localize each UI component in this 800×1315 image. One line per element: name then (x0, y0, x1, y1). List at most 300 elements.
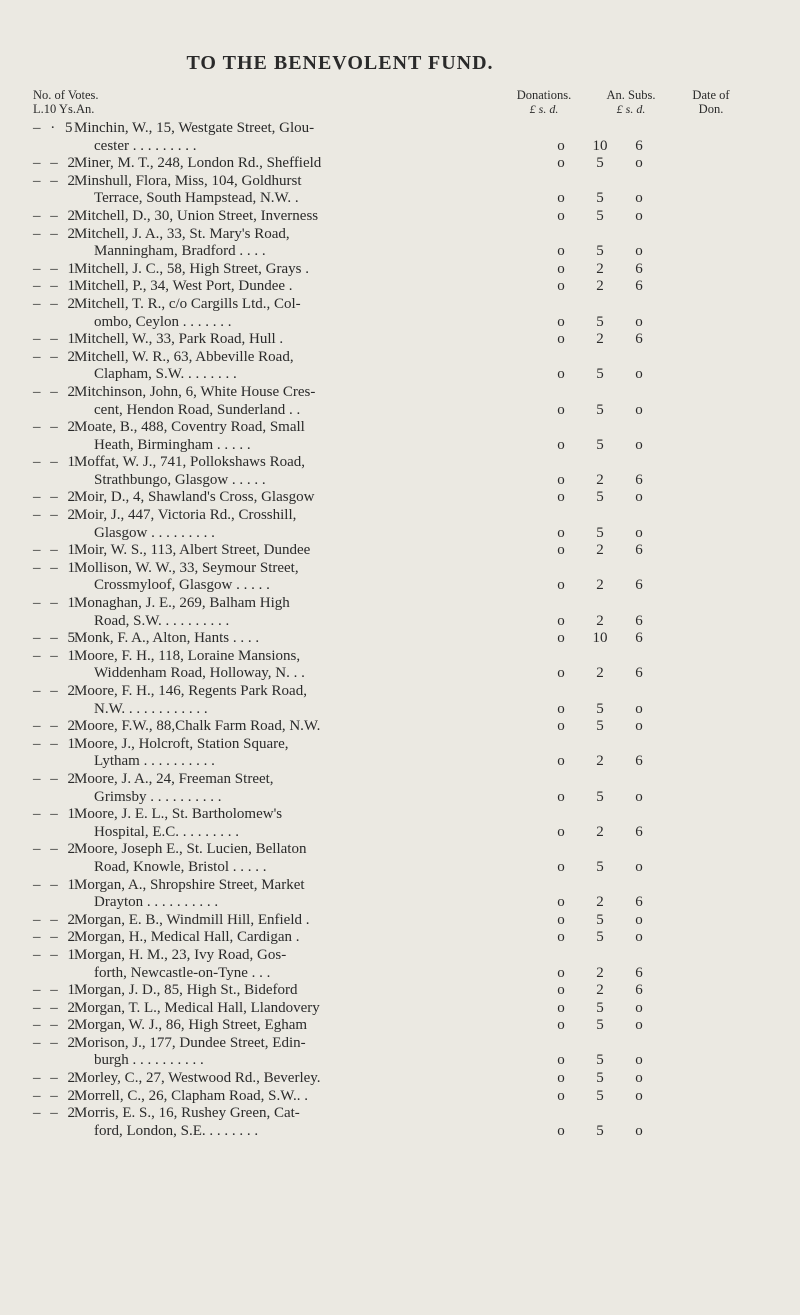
subscriber-entry (0, 1000, 800, 1018)
subscription-pence: 6 (635, 982, 643, 999)
subscriber-name-address: Monaghan, J. E., 269, Balham High (74, 595, 290, 612)
subscription-pence: o (635, 858, 643, 875)
annual-subscription-amount (550, 1123, 650, 1141)
subscriber-entry (0, 1105, 800, 1140)
subscription-pounds: o (557, 753, 565, 770)
entry-line (0, 155, 800, 173)
subscription-pence: o (635, 366, 643, 383)
entry-line (0, 489, 800, 507)
subscription-shillings: 2 (596, 753, 604, 770)
subscription-pounds: o (557, 788, 565, 805)
entry-line (0, 472, 800, 490)
votes-count: – – 2 (33, 841, 78, 858)
subscription-shillings: 5 (596, 700, 604, 717)
subscription-pence: o (635, 401, 643, 418)
subscriber-name-address: Mitchell, P., 34, West Port, Dundee . (74, 278, 293, 295)
subscription-pounds: o (557, 858, 565, 875)
entry-line (0, 1035, 800, 1053)
subscription-shillings: 2 (596, 982, 604, 999)
subscription-pounds: o (557, 331, 565, 348)
votes-count: – – 2 (33, 1087, 78, 1104)
entry-line (0, 173, 800, 191)
annual-subscription-amount (550, 718, 650, 736)
subscription-pounds: o (557, 542, 565, 559)
subscription-pence: o (635, 929, 643, 946)
votes-count: – – 1 (33, 559, 78, 576)
subscriber-name-address: Moore, J. A., 24, Freeman Street, (74, 770, 274, 787)
annual-subscription-amount (550, 138, 650, 156)
votes-count: – – 1 (33, 595, 78, 612)
subscription-pence: 6 (635, 630, 643, 647)
subscription-pence: o (635, 155, 643, 172)
subscription-pence: o (635, 489, 643, 506)
subscriber-entry (0, 1070, 800, 1088)
subscription-shillings: 5 (596, 858, 604, 875)
subscription-shillings: 2 (596, 260, 604, 277)
votes-count: – – 1 (33, 542, 78, 559)
subscription-shillings: 2 (596, 331, 604, 348)
votes-count: – – 1 (33, 982, 78, 999)
votes-count: – – 5 (33, 630, 78, 647)
subscriber-address-continued: Manningham, Bradford . . . . (94, 243, 266, 260)
subscriber-entry (0, 929, 800, 947)
subscriber-entry (0, 349, 800, 384)
entry-line (0, 595, 800, 613)
subscription-pounds: o (557, 894, 565, 911)
annual-subscription-amount (550, 190, 650, 208)
subscription-pence: o (635, 313, 643, 330)
subscriber-name-address: Moir, W. S., 113, Albert Street, Dundee (74, 542, 311, 559)
subscriber-entry (0, 877, 800, 912)
subscriber-entry (0, 296, 800, 331)
annual-subscription-amount (550, 1017, 650, 1035)
donations-column-header (499, 88, 589, 116)
votes-count: – – 2 (33, 1034, 78, 1051)
subscriber-address-continued: Lytham . . . . . . . . . . (94, 753, 215, 770)
annual-subscription-amount (550, 542, 650, 560)
entry-line (0, 789, 800, 807)
votes-count: – – 1 (33, 260, 78, 277)
subscription-shillings: 2 (596, 665, 604, 682)
subscriber-entry (0, 226, 800, 261)
subscription-pounds: o (557, 313, 565, 330)
votes-count: – – 2 (33, 207, 78, 224)
entry-line (0, 753, 800, 771)
subscriber-address-continued: Grimsby . . . . . . . . . . (94, 788, 222, 805)
subscriber-address-continued: Terrace, South Hampstead, N.W. . (94, 190, 299, 207)
subscriber-address-continued: Strathbungo, Glasgow . . . . . (94, 471, 266, 488)
subscription-shillings: 5 (596, 524, 604, 541)
subscriber-entry (0, 560, 800, 595)
subscriber-name-address: Mitchell, T. R., c/o Cargills Ltd., Col- (74, 295, 301, 312)
subscriber-address-continued: Road, S.W. . . . . . . . . . (94, 612, 230, 629)
subscriber-name-address: Moore, F. H., 146, Regents Park Road, (74, 683, 307, 699)
subscription-shillings: 5 (596, 243, 604, 260)
subscription-pounds: o (557, 190, 565, 207)
annual-subscription-amount (550, 824, 650, 842)
annual-subscription-amount (550, 613, 650, 631)
subscription-pence: o (635, 1122, 643, 1139)
subscription-pounds: o (557, 524, 565, 541)
subscription-shillings: 5 (596, 207, 604, 224)
subscriber-entry (0, 595, 800, 630)
votes-header-line1: No. of Votes. (33, 88, 99, 102)
votes-count: – – 1 (33, 647, 78, 664)
subscriber-name-address: Morison, J., 177, Dundee Street, Edin- (74, 1034, 306, 1051)
entry-line (0, 437, 800, 455)
subscriber-entry (0, 542, 800, 560)
entry-line (0, 560, 800, 578)
annual-subscription-amount (550, 243, 650, 261)
subscriber-name-address: Miner, M. T., 248, London Rd., Sheffield (74, 155, 322, 172)
subscription-pounds: o (557, 718, 565, 735)
annual-subscription-amount (550, 859, 650, 877)
subscription-shillings: 2 (596, 542, 604, 559)
subscription-shillings: 2 (596, 894, 604, 911)
annual-subscription-amount (550, 1000, 650, 1018)
annual-subscription-amount (550, 314, 650, 332)
subscriber-address-continued: cent, Hendon Road, Sunderland . . (94, 401, 301, 418)
subscriber-address-continued: Heath, Birmingham . . . . . (94, 436, 251, 453)
subscription-pounds: o (557, 137, 565, 154)
entry-line (0, 912, 800, 930)
votes-count: – – 2 (33, 683, 78, 699)
subscription-pounds: o (557, 260, 565, 277)
entry-line (0, 859, 800, 877)
subscription-pence: o (635, 788, 643, 805)
entry-line (0, 947, 800, 965)
subscriber-name-address: Mitchinson, John, 6, White House Cres- (74, 383, 316, 400)
subscriber-entry (0, 947, 800, 982)
subscription-pence: 6 (635, 137, 643, 154)
subscription-pounds: o (557, 1087, 565, 1104)
subscription-pounds: o (557, 823, 565, 840)
votes-count: – – 1 (33, 278, 78, 295)
subscriber-address-continued: ombo, Ceylon . . . . . . . (94, 313, 232, 330)
subscriber-entry (0, 489, 800, 507)
annual-subscription-amount (550, 489, 650, 507)
votes-count: – – 2 (33, 507, 78, 524)
subscriber-entry (0, 982, 800, 1000)
votes-count: – – 1 (33, 331, 78, 348)
subscriber-address-continued: Road, Knowle, Bristol . . . . . (94, 858, 267, 875)
date-header-line2: Don. (698, 102, 724, 116)
subscription-pence: 6 (635, 260, 643, 277)
votes-count: – – 2 (33, 1017, 78, 1034)
subscription-pounds: o (557, 401, 565, 418)
subscriber-name-address: Morgan, W. J., 86, High Street, Egham (74, 1017, 308, 1034)
subscription-shillings: 5 (596, 1017, 604, 1034)
subscription-pence: o (635, 1052, 643, 1069)
annual-subscription-amount (550, 665, 650, 683)
subscriber-name-address: Moore, F. H., 118, Loraine Mansions, (74, 647, 301, 664)
subscriber-entry (0, 630, 800, 648)
subscription-pence: 6 (635, 665, 643, 682)
votes-count: – – 2 (33, 295, 78, 312)
entry-line (0, 454, 800, 472)
donations-header: Donations. (516, 88, 572, 102)
subscription-pence: o (635, 1087, 643, 1104)
votes-count: – – 2 (33, 383, 78, 400)
subscriber-name-address: Minchin, W., 15, Westgate Street, Glou- (74, 120, 315, 136)
subscriber-entry (0, 208, 800, 226)
entry-line (0, 736, 800, 754)
subscription-pence: 6 (635, 278, 643, 295)
subscription-pence: o (635, 436, 643, 453)
annual-subs-units: £ s. d. (616, 102, 646, 116)
subscriber-name-address: Moir, J., 447, Victoria Rd., Crosshill, (74, 507, 297, 524)
annual-subscription-amount (550, 402, 650, 420)
subscriber-entry (0, 331, 800, 349)
annual-subscription-amount (550, 577, 650, 595)
subscriber-entry (0, 419, 800, 454)
entry-line (0, 419, 800, 437)
subscriber-entry (0, 718, 800, 736)
entry-line (0, 771, 800, 789)
votes-count: – – 2 (33, 419, 78, 436)
subscription-pence: 6 (635, 612, 643, 629)
subscription-pounds: o (557, 700, 565, 717)
annual-subscription-amount (550, 1070, 650, 1088)
subscriber-entry (0, 1017, 800, 1035)
entry-line (0, 1123, 800, 1141)
subscriber-address-continued: Drayton . . . . . . . . . . (94, 894, 219, 911)
subscriber-name-address: Minshull, Flora, Miss, 104, Goldhurst (74, 172, 302, 189)
entry-line (0, 331, 800, 349)
subscription-pounds: o (557, 982, 565, 999)
subscription-shillings: 2 (596, 278, 604, 295)
entry-line (0, 525, 800, 543)
subscriber-name-address: Morgan, H. M., 23, Ivy Road, Gos- (74, 946, 287, 963)
entry-line (0, 261, 800, 279)
subscription-pence: o (635, 700, 643, 717)
votes-count: – – 2 (33, 911, 78, 928)
subscriber-address-continued: Widdenham Road, Holloway, N. . . (94, 665, 305, 682)
subscription-pounds: o (557, 1052, 565, 1069)
subscription-pounds: o (557, 155, 565, 172)
subscriber-address-continued: ford, London, S.E. . . . . . . . (94, 1122, 259, 1139)
subscription-pence: 6 (635, 471, 643, 488)
entry-line (0, 877, 800, 895)
subscription-pounds: o (557, 929, 565, 946)
subscription-shillings: 2 (596, 471, 604, 488)
subscription-shillings: 5 (596, 1070, 604, 1087)
annual-subscription-amount (550, 331, 650, 349)
subscriber-entry (0, 806, 800, 841)
subscriber-entry (0, 912, 800, 930)
entry-line (0, 965, 800, 983)
votes-count: – – 2 (33, 718, 78, 735)
subscription-pounds: o (557, 436, 565, 453)
votes-header-line2: L.10 Ys.An. (33, 102, 95, 116)
subscriber-entry (0, 648, 800, 683)
entry-line (0, 577, 800, 595)
annual-subscription-amount (550, 701, 650, 719)
subscriber-list (0, 120, 800, 1140)
subscriber-name-address: Morris, E. S., 16, Rushey Green, Cat- (74, 1105, 300, 1122)
subscription-pence: o (635, 911, 643, 928)
subscriber-name-address: Morgan, H., Medical Hall, Cardigan . (74, 929, 300, 946)
subscriber-name-address: Mitchell, D., 30, Union Street, Inverness (74, 207, 319, 224)
subscription-shillings: 2 (596, 964, 604, 981)
subscription-pence: o (635, 190, 643, 207)
subscription-pounds: o (557, 1070, 565, 1087)
subscription-shillings: 5 (596, 366, 604, 383)
subscriber-name-address: Morley, C., 27, Westwood Rd., Beverley. (74, 1070, 321, 1087)
subscriber-entry (0, 736, 800, 771)
entry-line (0, 718, 800, 736)
subscription-shillings: 5 (596, 718, 604, 735)
entry-line (0, 1070, 800, 1088)
subscriber-name-address: Mollison, W. W., 33, Seymour Street, (74, 559, 299, 576)
subscriber-name-address: Moffat, W. J., 741, Pollokshaws Road, (74, 454, 305, 471)
annual-subscription-amount (550, 753, 650, 771)
subscriber-name-address: Moore, F.W., 88,Chalk Farm Road, N.W. (74, 718, 321, 735)
votes-count: – – 2 (33, 172, 78, 189)
subscriber-entry (0, 155, 800, 173)
subscription-shillings: 5 (596, 313, 604, 330)
entry-line (0, 138, 800, 156)
subscription-pounds: o (557, 471, 565, 488)
entry-line (0, 824, 800, 842)
votes-count: – – 2 (33, 155, 78, 172)
subscription-shillings: 5 (596, 788, 604, 805)
entry-line (0, 542, 800, 560)
subscription-shillings: 10 (592, 137, 608, 154)
subscription-shillings: 2 (596, 823, 604, 840)
subscriber-name-address: Morgan, A., Shropshire Street, Market (74, 876, 305, 893)
entry-line (0, 190, 800, 208)
subscriber-name-address: Moore, J., Holcroft, Station Square, (74, 735, 289, 752)
subscriber-name-address: Morrell, C., 26, Clapham Road, S.W.. . (74, 1087, 309, 1104)
subscription-pence: o (635, 718, 643, 735)
subscription-pounds: o (557, 207, 565, 224)
annual-subscription-amount (550, 208, 650, 226)
subscription-shillings: 5 (596, 401, 604, 418)
entry-line (0, 349, 800, 367)
subscriber-entry (0, 771, 800, 806)
entry-line (0, 894, 800, 912)
annual-subscription-amount (550, 982, 650, 1000)
subscription-pence: 6 (635, 577, 643, 594)
subscriber-name-address: Moir, D., 4, Shawland's Cross, Glasgow (74, 489, 315, 506)
votes-count: – – 1 (33, 806, 78, 823)
annual-subscription-amount (550, 525, 650, 543)
subscription-pence: 6 (635, 823, 643, 840)
subscriber-address-continued: N.W. . . . . . . . . . . . (94, 700, 208, 717)
entry-line (0, 120, 800, 138)
subscription-shillings: 5 (596, 1087, 604, 1104)
subscription-shillings: 2 (596, 577, 604, 594)
subscription-pounds: o (557, 630, 565, 647)
subscription-pence: 6 (635, 964, 643, 981)
votes-count: – · 5 (33, 120, 76, 136)
subscriber-name-address: Morgan, J. D., 85, High St., Bideford (74, 982, 298, 999)
annual-subscription-amount (550, 1052, 650, 1070)
entry-line (0, 648, 800, 666)
date-column-header (676, 88, 746, 116)
subscription-shillings: 5 (596, 1122, 604, 1139)
annual-subscription-amount (550, 261, 650, 279)
entry-line (0, 1088, 800, 1106)
donations-units: £ s. d. (529, 102, 559, 116)
subscriber-name-address: Moore, Joseph E., St. Lucien, Bellaton (74, 841, 307, 858)
subscriber-entry (0, 261, 800, 279)
subscription-shillings: 5 (596, 999, 604, 1016)
entry-line (0, 1000, 800, 1018)
annual-subscription-amount (550, 630, 650, 648)
annual-subscription-amount (550, 894, 650, 912)
votes-count: – – 1 (33, 946, 78, 963)
subscriber-entry (0, 683, 800, 718)
subscription-pence: o (635, 524, 643, 541)
subscription-pounds: o (557, 911, 565, 928)
entry-line (0, 226, 800, 244)
subscriber-address-continued: Hospital, E.C. . . . . . . . . (94, 823, 239, 840)
votes-count: – – 1 (33, 735, 78, 752)
votes-count: – – 2 (33, 489, 78, 506)
subscription-pounds: o (557, 366, 565, 383)
entry-line (0, 701, 800, 719)
subscription-pence: 6 (635, 894, 643, 911)
entry-line (0, 841, 800, 859)
entry-line (0, 683, 800, 701)
annual-subscription-amount (550, 912, 650, 930)
subscription-pence: 6 (635, 331, 643, 348)
annual-subscription-amount (550, 472, 650, 490)
subscriber-name-address: Moate, B., 488, Coventry Road, Small (74, 419, 305, 436)
subscription-shillings: 5 (596, 190, 604, 207)
subscriber-entry (0, 173, 800, 208)
annual-subscription-amount (550, 789, 650, 807)
subscriber-name-address: Morgan, E. B., Windmill Hill, Enfield . (74, 911, 310, 928)
entry-line (0, 208, 800, 226)
entry-line (0, 296, 800, 314)
subscription-pence: o (635, 999, 643, 1016)
subscription-shillings: 5 (596, 911, 604, 928)
entry-line (0, 1052, 800, 1070)
subscription-pence: o (635, 1017, 643, 1034)
subscriber-name-address: Mitchell, J. A., 33, St. Mary's Road, (74, 225, 290, 242)
entry-line (0, 243, 800, 261)
page-title: TO THE BENEVOLENT FUND. (186, 52, 494, 74)
subscription-pounds: o (557, 612, 565, 629)
votes-count: – – 2 (33, 770, 78, 787)
subscriber-address-continued: forth, Newcastle-on-Tyne . . . (94, 964, 271, 981)
subscriber-entry (0, 454, 800, 489)
votes-count: – – 2 (33, 1105, 78, 1122)
date-header-line1: Date of (692, 88, 730, 102)
entry-line (0, 630, 800, 648)
entry-line (0, 929, 800, 947)
votes-column-header (33, 88, 99, 116)
votes-count: – – 1 (33, 454, 78, 471)
entry-line (0, 314, 800, 332)
subscriber-name-address: Moore, J. E. L., St. Bartholomew's (74, 806, 283, 823)
votes-count: – – 2 (33, 999, 78, 1016)
entry-line (0, 613, 800, 631)
subscriber-entry (0, 384, 800, 419)
annual-subscription-amount (550, 965, 650, 983)
subscription-pounds: o (557, 489, 565, 506)
subscription-shillings: 10 (592, 630, 608, 647)
votes-count: – – 2 (33, 348, 78, 365)
subscriber-address-continued: cester . . . . . . . . . (94, 137, 197, 154)
subscription-shillings: 5 (596, 489, 604, 506)
subscriber-name-address: Monk, F. A., Alton, Hants . . . . (74, 630, 260, 647)
entry-line (0, 982, 800, 1000)
entry-line (0, 402, 800, 420)
